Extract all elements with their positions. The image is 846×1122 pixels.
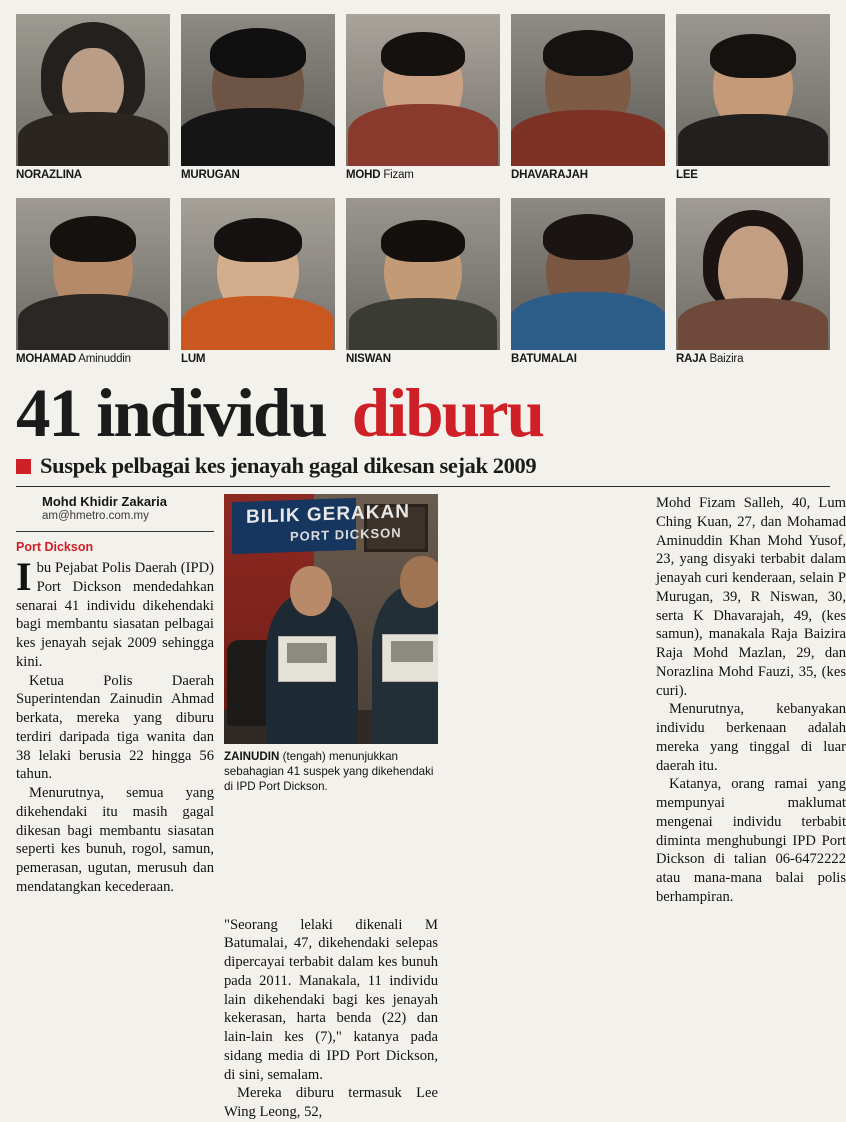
- mugshot-photo-batumalai: [511, 198, 665, 350]
- photo-banner-line-2: PORT DICKSON: [290, 525, 402, 545]
- paragraph: Katanya, orang ramai yang mempunyai maklumat mengenai individu terbabit diminta menghubungi IPD Port Dickson di talian 06-6472222 atau mana-mana balai polis berhampiran.: [656, 776, 846, 905]
- column-1-text: [16, 554, 214, 897]
- photo-banner-line-1: BILIK GERAKAN: [246, 501, 410, 529]
- divider-rule: [16, 486, 830, 487]
- paragraph: Ketua Polis Daerah Superintendan Zainudin Ahmad berkata, mereka yang diburu terdiri daripada tiga wanita dan 38 lelaki berusia 22 hingga 56 tahun.: [16, 672, 214, 783]
- mugshot-grid-row-2: [16, 198, 830, 370]
- mugshot-cell: [16, 198, 170, 370]
- headline-part-1: 41 individu: [16, 375, 326, 451]
- column-4-text: [656, 494, 846, 907]
- mugshot-cell: [181, 14, 335, 186]
- column-1-lower: [16, 916, 214, 1122]
- mugshot-photo-murugan: [181, 14, 335, 166]
- byline-author: Mohd Khidir Zakaria: [42, 494, 167, 510]
- mugshot-cell: [16, 14, 170, 186]
- mugshot-label: NORAZLINA: [16, 169, 82, 181]
- drop-cap: I: [16, 554, 32, 600]
- mugshot-photo-lee: [676, 14, 830, 166]
- mugshot-photo-norazlina: [16, 14, 170, 166]
- mugshot-grid-row-1: [16, 14, 830, 186]
- photo-caption-lead: ZAINUDIN: [224, 750, 280, 764]
- mugshot-cell: [676, 198, 830, 370]
- mugshot-label: RAJA Baizira: [676, 353, 744, 365]
- headline: [16, 375, 830, 451]
- mugshot-label: MOHD Fizam: [346, 169, 414, 181]
- mugshot-photo-raja-baizira: [676, 198, 830, 350]
- mugshot-photo-mohd-fizam: [346, 14, 500, 166]
- photo-caption: [224, 744, 438, 794]
- byline-email: am@hmetro.com.my: [42, 510, 149, 523]
- mugshot-cell: [181, 198, 335, 370]
- news-photo-bilik-gerakan: [224, 494, 438, 744]
- mugshot-photo-lum: [181, 198, 335, 350]
- photo-caption-rest: (tengah) menunjukkan sebahagian 41 suspek yang dikehendaki di IPD Port Dickson.: [224, 750, 434, 793]
- column-2: [224, 494, 438, 907]
- mugshot-photo-mohamad-aminuddin: [16, 198, 170, 350]
- mugshot-label: LUM: [181, 353, 206, 365]
- article-columns: [16, 494, 846, 907]
- paragraph: Menurutnya, semua yang dikehendaki itu masih gagal dikesan bagi membantu siasatan seperti kes bunuh, rogol, samun, pemerasan, ugutan, merusuh dan mendatangkan kecederaan.: [16, 785, 214, 895]
- article-columns-lower: [16, 916, 830, 1122]
- subheadline-text: Suspek pelbagai kes jenayah gagal dikesan sejak 2009: [40, 453, 537, 479]
- byline-rule: [16, 531, 214, 532]
- mugshot-label: BATUMALAI: [511, 353, 577, 365]
- paragraph: Menurutnya, kebanyakan individu berkenaan adalah mereka yang tinggal di luar daerah itu.: [656, 701, 846, 774]
- column-3-lower: [448, 916, 646, 1122]
- mugshot-cell: [346, 14, 500, 186]
- mugshot-cell: [676, 14, 830, 186]
- paragraph: Mohd Fizam Salleh, 40, Lum Ching Kuan, 27, dan Mohamad Aminuddin Khan Mohd Yusof, 23, yang disyaki terbabit dalam jenayah curi kenderaan, selain P Murugan, 39, R Niswan, 30, serta K Dhavarajah, 49, (kes samun), manakala Raja Baizira Raja Mohd Mazlan, 29, dan Norazlina Mohd Fauzi, 35, (kes curi).: [656, 495, 846, 699]
- mugshot-label: DHAVARAJAH: [511, 169, 588, 181]
- paragraph: Mereka diburu termasuk Lee Wing Leong, 52,: [224, 1085, 438, 1121]
- dateline: Port Dickson: [16, 540, 94, 555]
- subheadline: [16, 453, 830, 479]
- mugshot-photo-dhavarajah: [511, 14, 665, 166]
- mugshot-label: LEE: [676, 169, 698, 181]
- mugshot-cell: [346, 198, 500, 370]
- column-1: [16, 494, 214, 907]
- mugshot-cell: [511, 198, 665, 370]
- column-3-top: [448, 494, 646, 907]
- mugshot-cell: [511, 14, 665, 186]
- red-square-bullet-icon: [16, 459, 31, 474]
- paragraph: "Seorang lelaki dikenali M Batumalai, 47, dikehendaki selepas dipercayai terbabit dalam kes bunuh pada 2011. Manakala, 11 individu lain dikehendaki bagi kes jenayah kekerasan, harta benda (22) dan lain-lain kes (7)," katanya pada sidang media di IPD Port Dickson, di sini, semalam.: [224, 916, 438, 1083]
- mugshot-label: MURUGAN: [181, 169, 240, 181]
- paragraph: bu Pejabat Polis Daerah (IPD) Port Dickson mendedahkan senarai 41 individu dikehendaki bagi membantu siasatan pelbagai kes jenayah sejak 2009 sehingga kini.: [16, 560, 214, 670]
- column-2-lower-text: [224, 916, 438, 1122]
- mugshot-photo-niswan: [346, 198, 500, 350]
- column-4: [656, 494, 846, 907]
- headline-part-2: diburu: [351, 375, 544, 451]
- mugshot-label: MOHAMAD Aminuddin: [16, 353, 131, 365]
- mugshot-label: NISWAN: [346, 353, 391, 365]
